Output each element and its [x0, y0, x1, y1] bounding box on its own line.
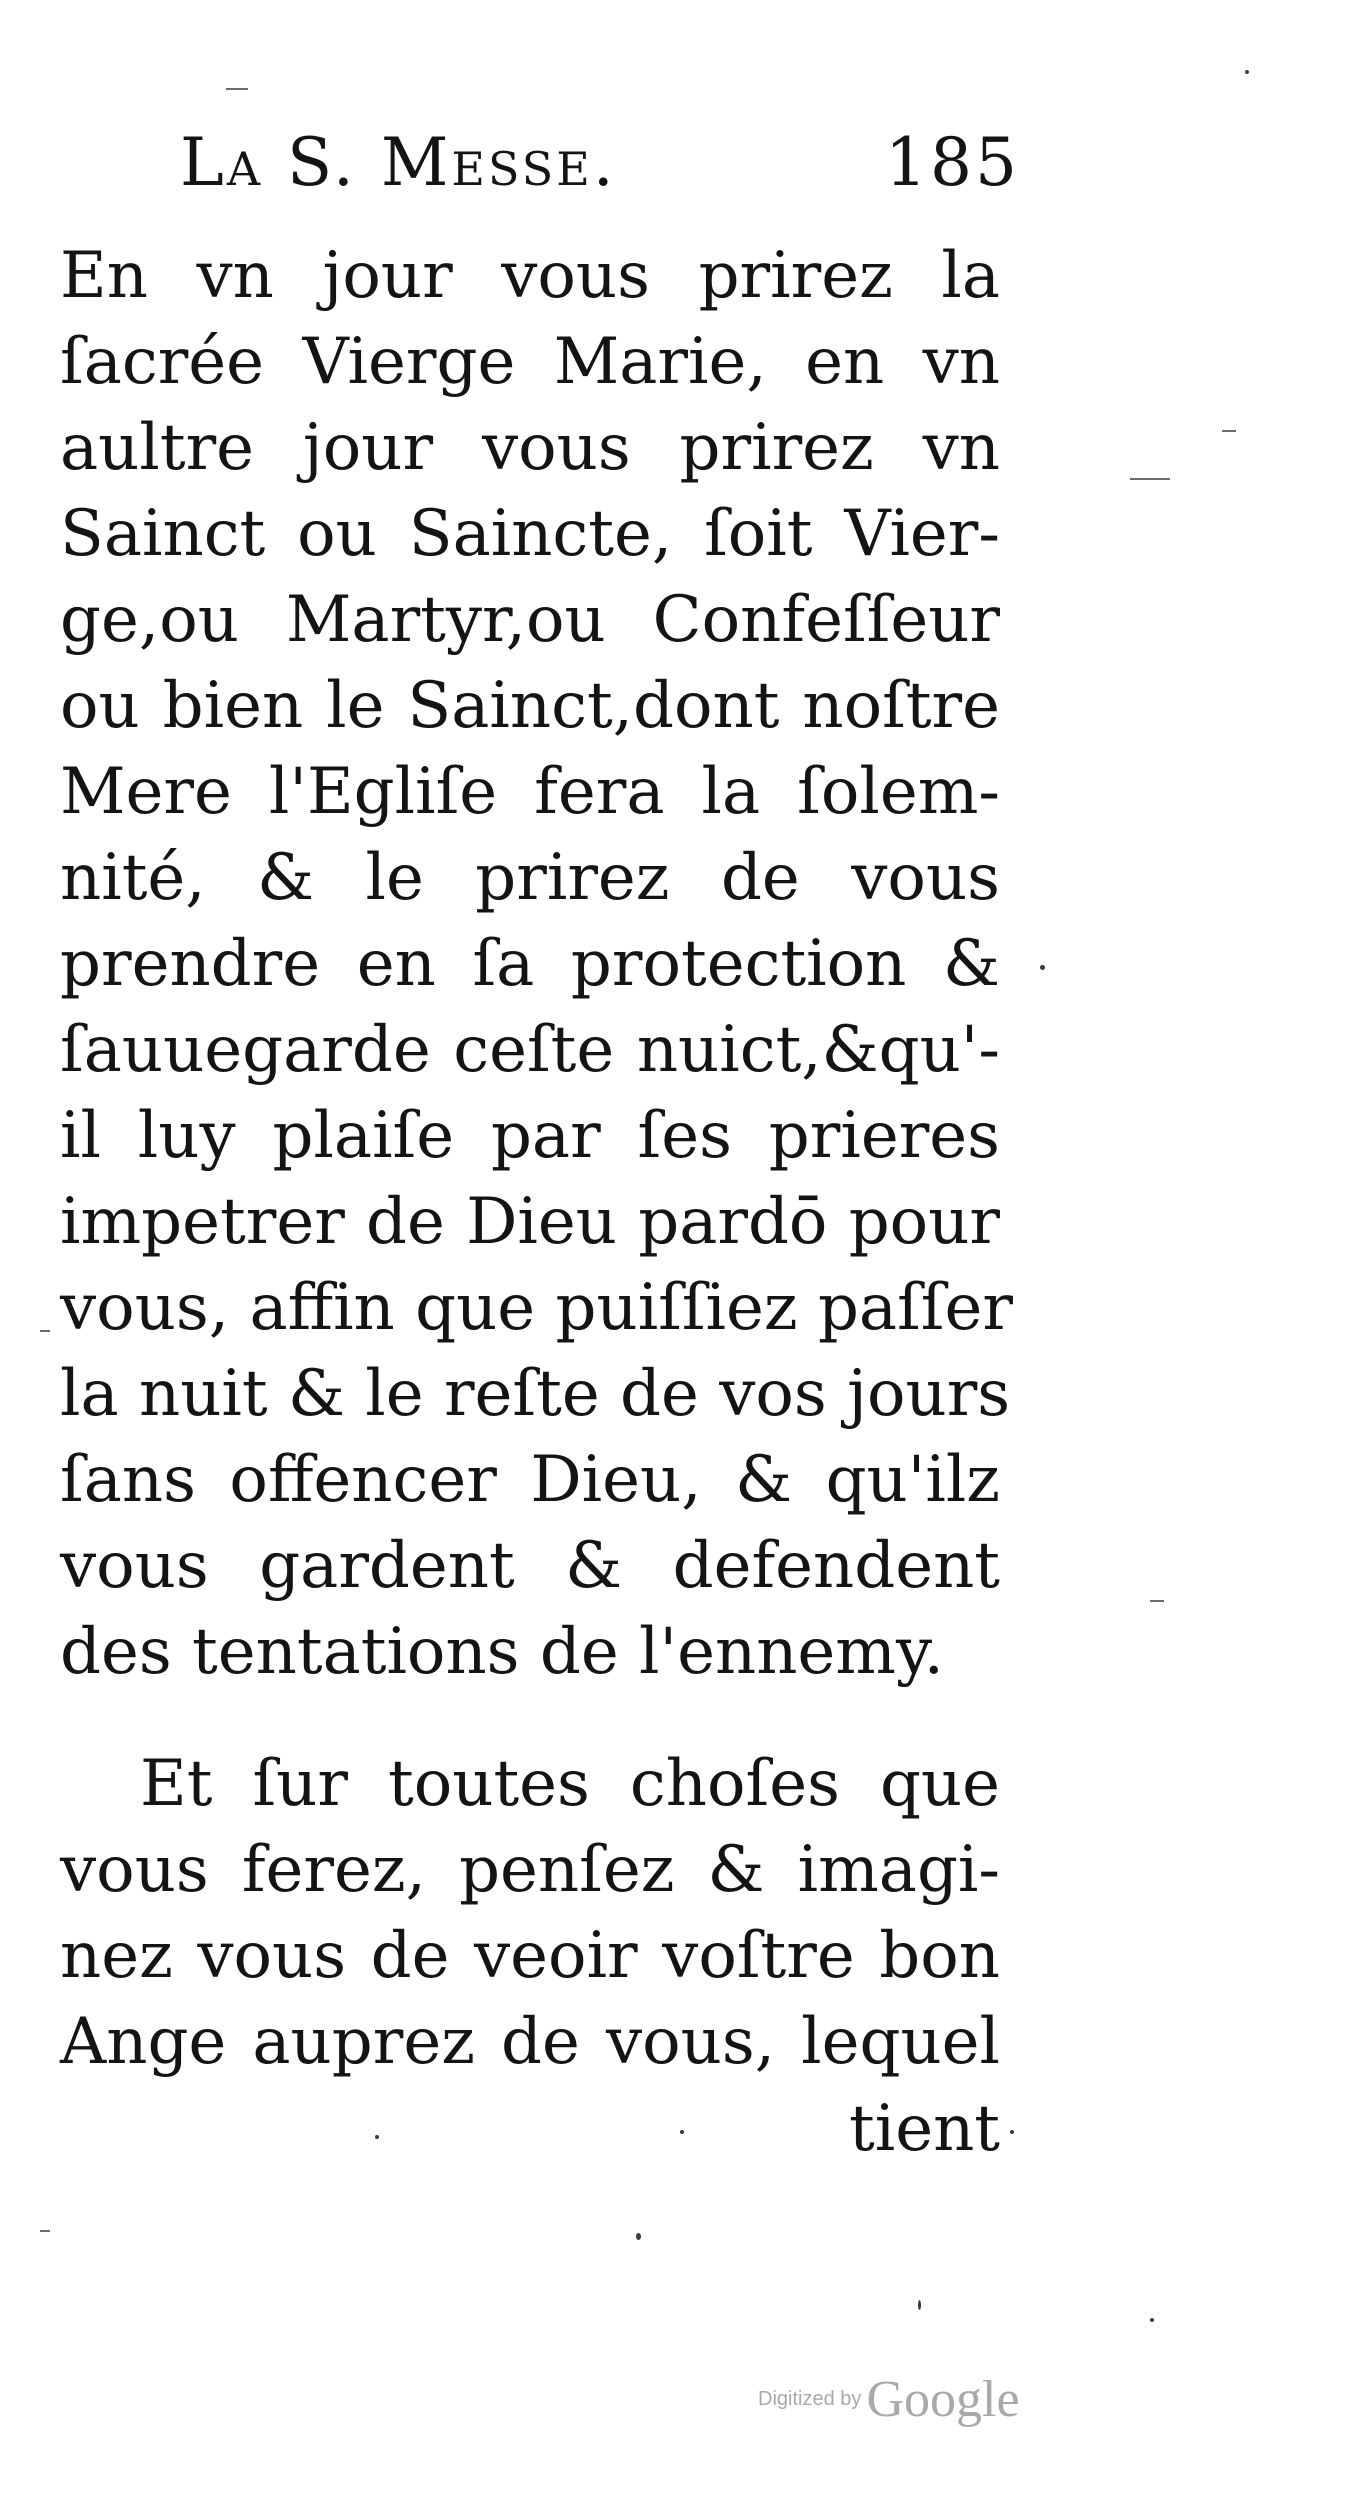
scan-speck	[226, 88, 248, 90]
text-line: aultre jour vous prirez vn	[60, 411, 1000, 485]
scan-speck	[40, 1330, 50, 1332]
text-line: la nuit & le reſte de vos jours	[60, 1357, 1011, 1431]
scan-speck	[375, 2135, 379, 2139]
scan-speck	[40, 2230, 50, 2232]
text-line: vous, affin que puiſſiez paſſer	[60, 1271, 1013, 1345]
page-header	[180, 118, 1020, 208]
digitized-watermark	[758, 2370, 1020, 2429]
text-line: des tentations de l'ennemy.	[60, 1615, 944, 1689]
scan-speck	[1040, 965, 1045, 970]
text-line: il luy plaiſe par ſes prieres	[60, 1099, 1000, 1173]
running-title: La S. Messe.	[180, 124, 617, 201]
scan-speck	[1150, 1600, 1164, 1602]
watermark-logo: Google	[866, 2371, 1020, 2428]
text-line: prendre en ſa protection &	[60, 927, 1000, 1001]
text-line: Ange auprez de vous, lequel	[60, 2005, 1000, 2079]
scan-speck	[636, 2233, 641, 2240]
watermark-prefix: Digitized by	[758, 2388, 862, 2410]
scan-speck	[1245, 70, 1249, 74]
text-line: Mere l'Egliſe fera la ſolem-	[60, 755, 1000, 829]
text-line: Et ſur toutes choſes que	[140, 1747, 1000, 1821]
text-line: vous ferez, penſez & imagi-	[60, 1833, 1000, 1907]
text-line: ou bien le Sainct,dont noſtre	[60, 669, 1000, 743]
text-line: Sainct ou Saincte, ſoit Vier-	[60, 497, 1000, 571]
text-line: impetrer de Dieu pardō pour	[60, 1185, 1000, 1259]
text-line: ſans offencer Dieu, & qu'ilz	[60, 1443, 1000, 1517]
scan-speck	[918, 2300, 921, 2310]
scan-speck	[1130, 478, 1170, 480]
scan-speck	[1150, 2318, 1154, 2322]
text-line: nez vous de veoir voſtre bon	[60, 1919, 1000, 1993]
scan-speck	[1010, 2130, 1014, 2134]
page-number: 185	[885, 124, 1020, 201]
text-line: ge,ou Martyr,ou Confeſſeur	[60, 583, 1000, 657]
catchword: tient	[849, 2092, 1000, 2166]
text-line: nité, & le prirez de vous	[60, 841, 1000, 915]
scan-speck	[680, 2130, 684, 2134]
text-line: vous gardent & defendent	[60, 1529, 1000, 1603]
text-line: ſacrée Vierge Marie, en vn	[60, 325, 1000, 399]
text-line: En vn jour vous prirez la	[60, 239, 1000, 313]
scan-speck	[1222, 430, 1236, 432]
text-line: ſauuegarde ceſte nuict,&qu'-	[60, 1013, 1000, 1087]
